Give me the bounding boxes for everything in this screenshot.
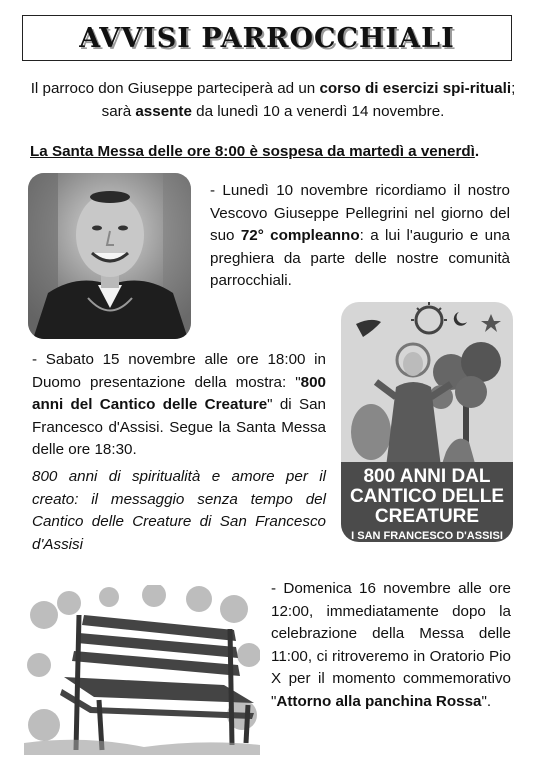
intro-paragraph	[28, 78, 518, 123]
poster-line-1: 800 ANNI DAL	[363, 466, 491, 487]
poster-title	[341, 467, 513, 527]
intro-bold-1: corso di esercizi spi-rituali	[319, 80, 512, 97]
mostra-text-1: - Sabato 15 novembre alle ore 18:00 in Duomo presentazione della mostra: "	[32, 351, 326, 391]
santa-messa-notice	[30, 141, 479, 164]
intro-bold-2: assente	[135, 102, 192, 120]
domenica-bold: Attorno alla panchina Rossa	[276, 692, 482, 710]
vescovo-paragraph	[210, 180, 510, 293]
domenica-text-2: ".	[481, 692, 492, 710]
intro-text-1: Il parroco don Giuseppe parteciperà ad un	[30, 80, 320, 97]
mostra-text-2: " di San Francesco d'Assisi. Segue la Santa Messa delle ore 18:30.	[32, 396, 326, 458]
vescovo-text-2: : a lui l'augurio e una preghiera da parte delle nostre comunità parrocchiali.	[210, 227, 510, 289]
domenica-paragraph	[271, 578, 511, 713]
intro-text-2: ; sarà	[101, 80, 516, 120]
poster-line-3: CREATURE	[374, 506, 480, 527]
mostra-bold: 800 anni del Cantico delle Creature	[32, 373, 326, 413]
vescovo-bold: 72° compleanno	[240, 227, 360, 244]
mostra-italic-paragraph: 800 anni di spiritualità e amore per il creato: il messaggio senza tempo del Cantico delle Creature di San Francesco d'Assisi	[32, 468, 326, 553]
santa-messa-period: .	[474, 143, 480, 160]
vescovo-text-1: - Lunedì 10 novembre ricordiamo il nostro Vescovo Giuseppe Pellegrini nel giorno del suo	[210, 182, 510, 244]
intro-text-3: da lunedì 10 a venerdì 14 novembre.	[191, 102, 445, 120]
cantico-poster	[341, 302, 513, 542]
page-title: AVVISI PARROCCHIALI	[79, 22, 455, 54]
poster-subtitle: I SAN FRANCESCO D'ASSISI	[351, 530, 503, 542]
mostra-paragraph	[32, 349, 326, 462]
poster-line-2: CANTICO DELLE	[349, 486, 505, 507]
domenica-text-1: - Domenica 16 novembre alle ore 12:00, immediatamente dopo la celebrazione della Messa delle 11:00, ci ritroveremo in Oratorio Pio X per il momento commemorativo "	[271, 580, 511, 710]
title-box	[22, 15, 512, 61]
bench-image	[24, 585, 260, 755]
santa-messa-text: La Santa Messa delle ore 8:00 è sospesa da martedì a venerdì	[30, 143, 475, 160]
bishop-photo	[28, 173, 191, 339]
